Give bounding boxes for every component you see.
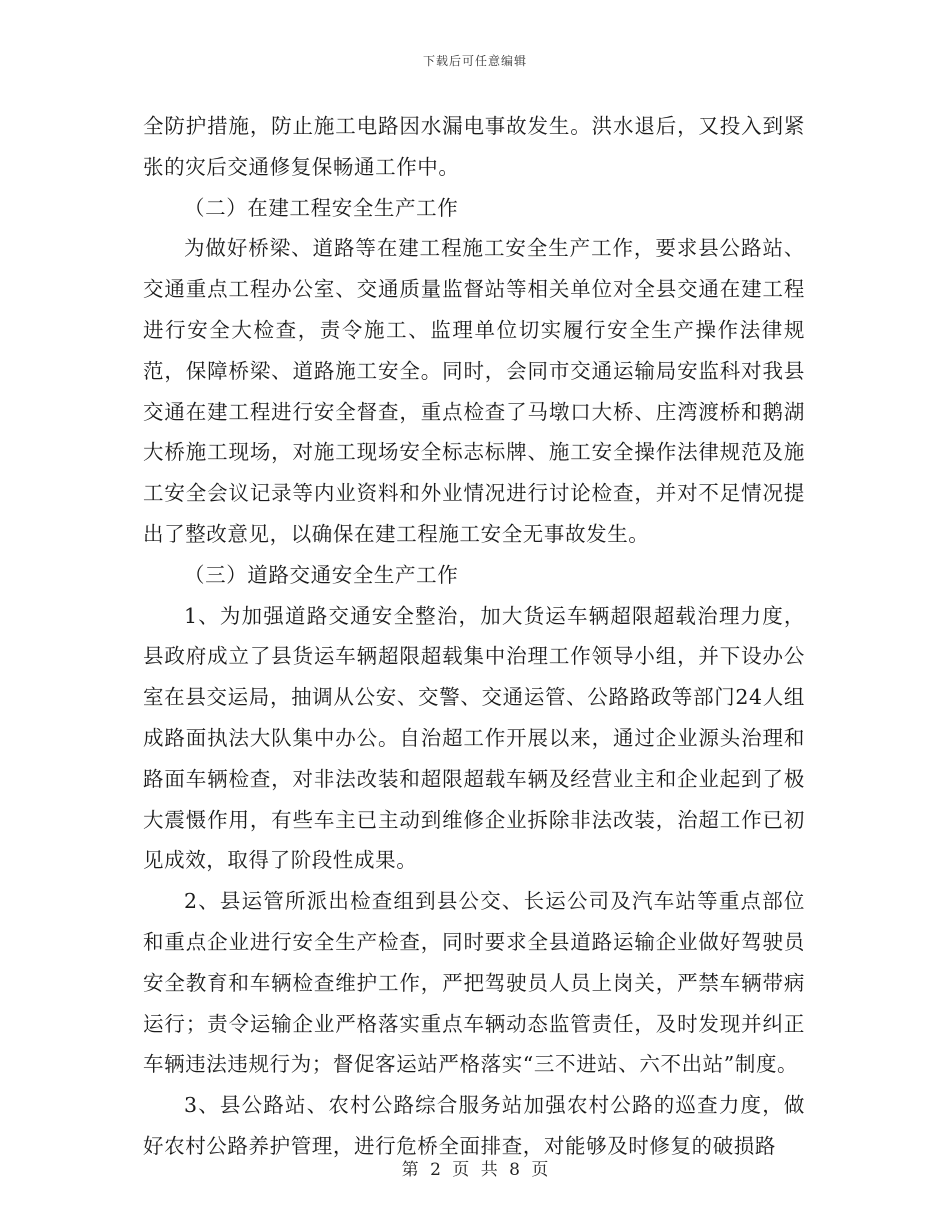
paragraph-construction-safety: 为做好桥梁、道路等在建工程施工安全生产工作，要求县公路站、交通重点工程办公室、交通质量监督站等相关单位对全县交通在建工程进行安全大检查，责令施工、监理单位切实履行安全生产操作法律规范，保障桥梁、道路施工安全。同时，会同市交通运输局安监科对我县交通在建工程进行安全督查，重点检查了马墩口大桥、庄湾渡桥和鹅湖大桥施工现场，对施工现场安全标志标牌、施工安全操作法律规范及施工安全会议记录等内业资料和外业情况进行讨论检查，并对不足情况提出了整改意见，以确保在建工程施工安全无事故发生。 xyxy=(143,236,805,546)
paragraph-continued: 全防护措施，防止施工电路因水漏电事故发生。洪水退后，又投入到紧张的灾后交通修复保畅通工作中。 xyxy=(143,114,805,179)
page-total-number: 8 xyxy=(509,1160,520,1180)
page-footer xyxy=(0,1155,950,1180)
page-header-note: 下载后可任意编辑 xyxy=(422,54,527,68)
paragraph-item-2: 2、县运管所派出检查组到县公交、长运公司及汽车站等重点部位和重点企业进行安全生产检查，同时要求全县道路运输企业做好驾驶员安全教育和车辆检查维护工作，严把驾驶员人员上岗关，严禁车辆带病运行；责令运输企业严格落实重点车辆动态监管责任，及时发现并纠正车辆违法违规行为；督促客运站严格落实“三不进站、六不出站”制度。 xyxy=(143,889,805,1077)
page-label-mid1: 页 xyxy=(452,1160,470,1180)
section-heading-3: （三）道路交通安全生产工作 xyxy=(184,562,459,587)
paragraph-item-1: 1、为加强道路交通安全整治，加大货运车辆超限超载治理力度，县政府成立了县货运车辆超限超载集中治理工作领导小组，并下设办公室在县交运局，抽调从公安、交警、交通运管、公路路政等部门24人组成路面执法大队集中办公。自治超工作开展以来，通过企业源头治理和路面车辆检查，对非法改装和超限超载车辆及经营业主和企业起到了极大震慑作用，有些车主已主动到维修企业拆除非法改装，治超工作已初见成效，取得了阶段性成果。 xyxy=(143,603,805,873)
page-current-number: 2 xyxy=(430,1160,441,1180)
section-heading-2: （二）在建工程安全生产工作 xyxy=(184,195,459,220)
page-label-suffix: 页 xyxy=(531,1160,549,1180)
page-label-prefix: 第 xyxy=(401,1160,419,1180)
paragraph-item-3: 3、县公路站、农村公路综合服务站加强农村公路的巡查力度，做好农村公路养护管理，进行危桥全面排查，对能够及时修复的破损路 xyxy=(143,1093,805,1158)
page-label-mid2: 共 xyxy=(480,1160,498,1180)
document-body xyxy=(143,106,805,1167)
